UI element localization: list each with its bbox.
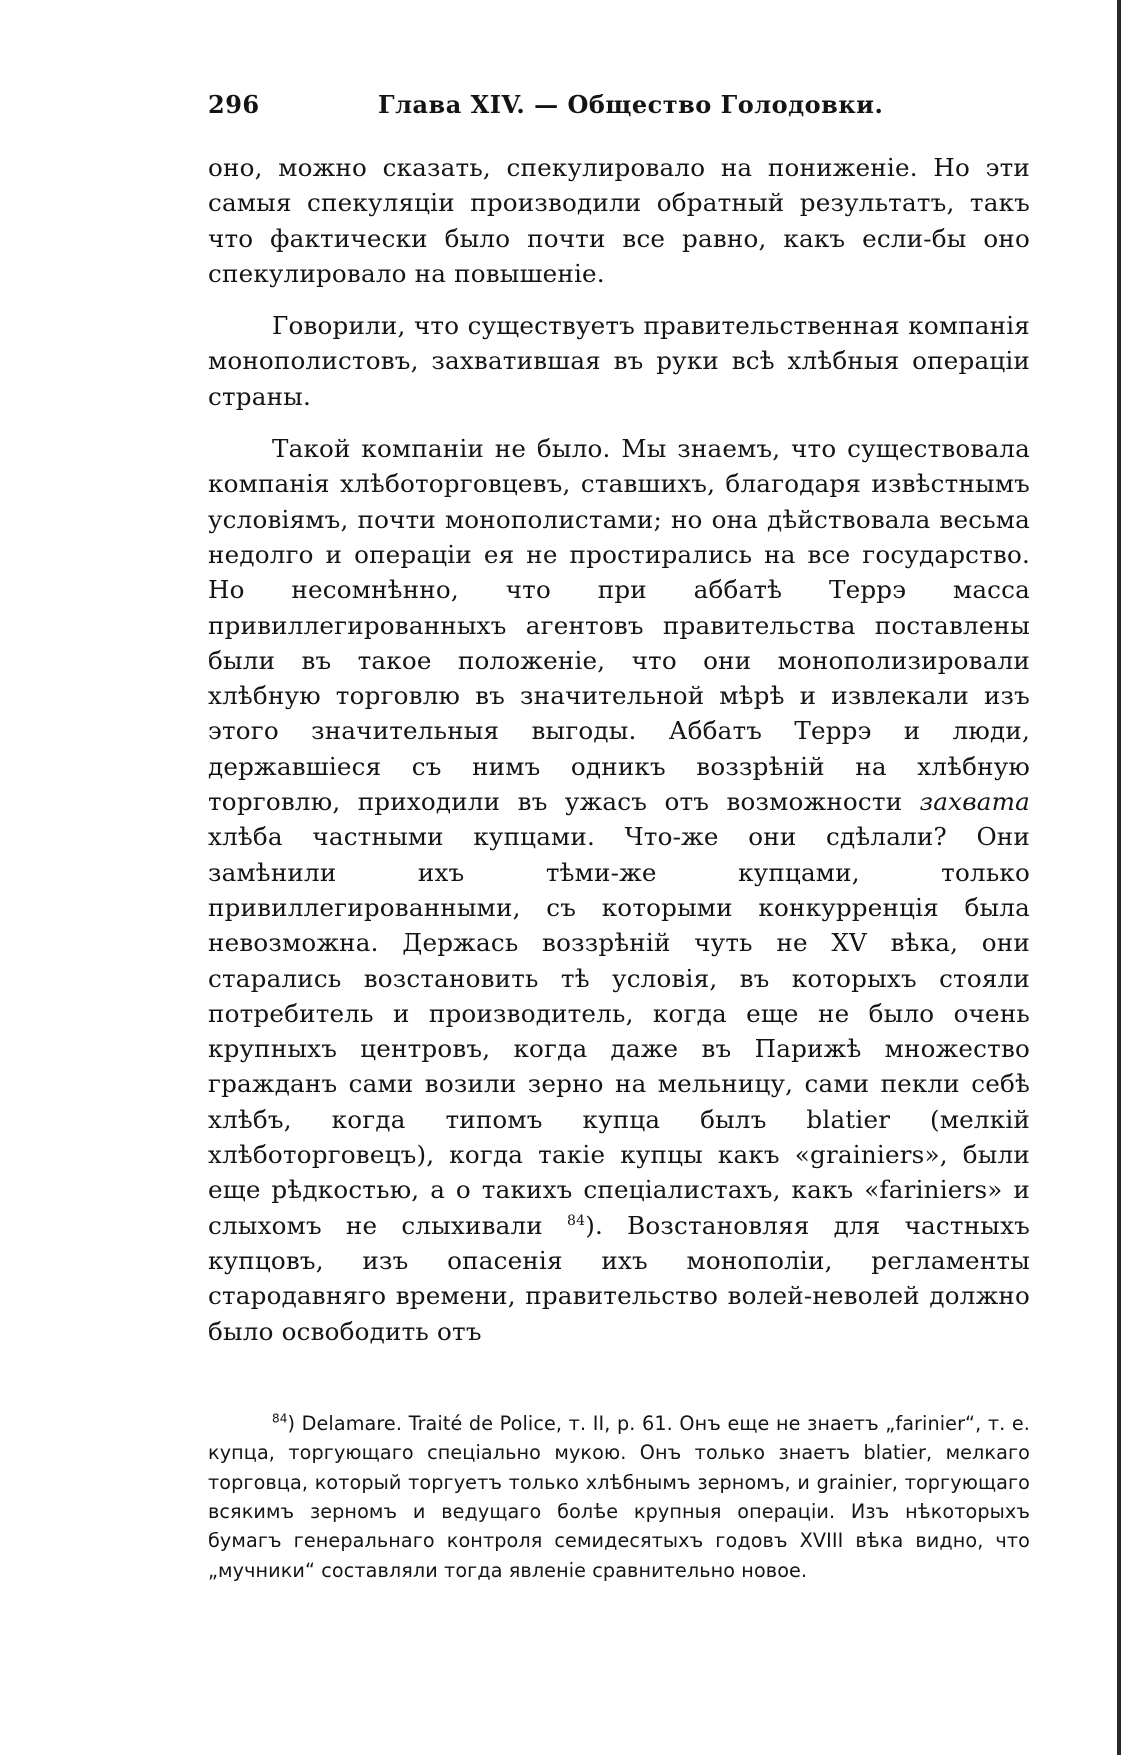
paragraph-2: Говорили, что существуетъ правительственная компанія монополистовъ, захватившая въ руки всѣ хлѣбныя операціи страны. [208, 311, 1030, 411]
footnote-reference: 84 [567, 1212, 586, 1229]
footnote [208, 1409, 1030, 1585]
paragraph-3-part-a: Такой компаніи не было. Мы знаемъ, что существовала компанія хлѣботорговцевъ, ставшихъ, благодаря извѣстнымъ условіямъ, почти монополистами; но она дѣйствовала весьма недолго и операціи ея не простирались на все государство. Но несомнѣнно, что при аббатѣ Террэ масса привиллегированныхъ агентовъ правительства поставлены были въ такое положеніе, что они монополизировали хлѣбную торговлю въ значительной мѣрѣ и извлекали изъ этого значительныя выгоды. Аббатъ Террэ и люди, державшіеся съ нимъ одникъ воззрѣній на хлѣбную торговлю, приходили въ ужасъ отъ возможности [208, 434, 1030, 817]
body-text [208, 150, 1030, 1349]
paragraph-3 [208, 431, 1030, 1349]
paragraph-1: оно, можно сказать, спекулировало на пониженіе. Но эти самыя спекуляціи производили обратный результатъ, такъ что фактически было почти все равно, какъ если-бы оно спекулировало на повышеніе. [208, 153, 1030, 288]
page-number: 296 [208, 90, 260, 119]
book-page [208, 88, 1030, 1688]
paragraph-3-part-b: хлѣба частными купцами. Что-же они сдѣлали? Они замѣнили ихъ тѣми-же купцами, только привиллегированными, съ которыми конкурренція была невозможна. Держась воззрѣній чуть не XV вѣка, они старались возстановить тѣ условія, въ которыхъ стояли потребитель и производитель, когда еще не было очень крупныхъ центровъ, когда даже въ Парижѣ множество гражданъ сами возили зерно на мельницу, сами пекли себѣ хлѣбъ, когда типомъ купца былъ blatier (мелкій хлѣботорговецъ), когда такіе купцы какъ «grainiers», были еще рѣдкостью, а о такихъ спеціалистахъ, какъ «fariniers» и слыхомъ не слыхивали [208, 822, 1030, 1240]
page-edge-rule [1117, 0, 1121, 1755]
footnote-mark: 84 [272, 1411, 288, 1426]
italic-word: захвата [919, 787, 1030, 817]
footnote-text: ) Delamare. Traité de Police, т. II, p. 61. Онъ еще не знаетъ „farinier“, т. е. купца, торгующаго спеціально мукою. Онъ только знаетъ blatier, мелкаго торговца, который торгуетъ только хлѣбнымъ зерномъ, и grainier, торгующаго всякимъ зерномъ и ведущаго болѣе крупныя операціи. Изъ нѣкоторыхъ бумагъ генеральнаго контроля семидесятыхъ годовъ XVIII вѣка видно, что „мучники“ составляли тогда явленіе сравнительно новое. [208, 1411, 1030, 1582]
running-head [208, 88, 1030, 128]
paragraph-3-part-c: ). Возстановляя для частныхъ купцовъ, изъ опасенія ихъ монополіи, регламенты стародавняго времени, правительство волей-неволей должно было освободить отъ [208, 1210, 1030, 1346]
chapter-title: Глава XIV. — Общество Голодовки. [378, 90, 884, 119]
